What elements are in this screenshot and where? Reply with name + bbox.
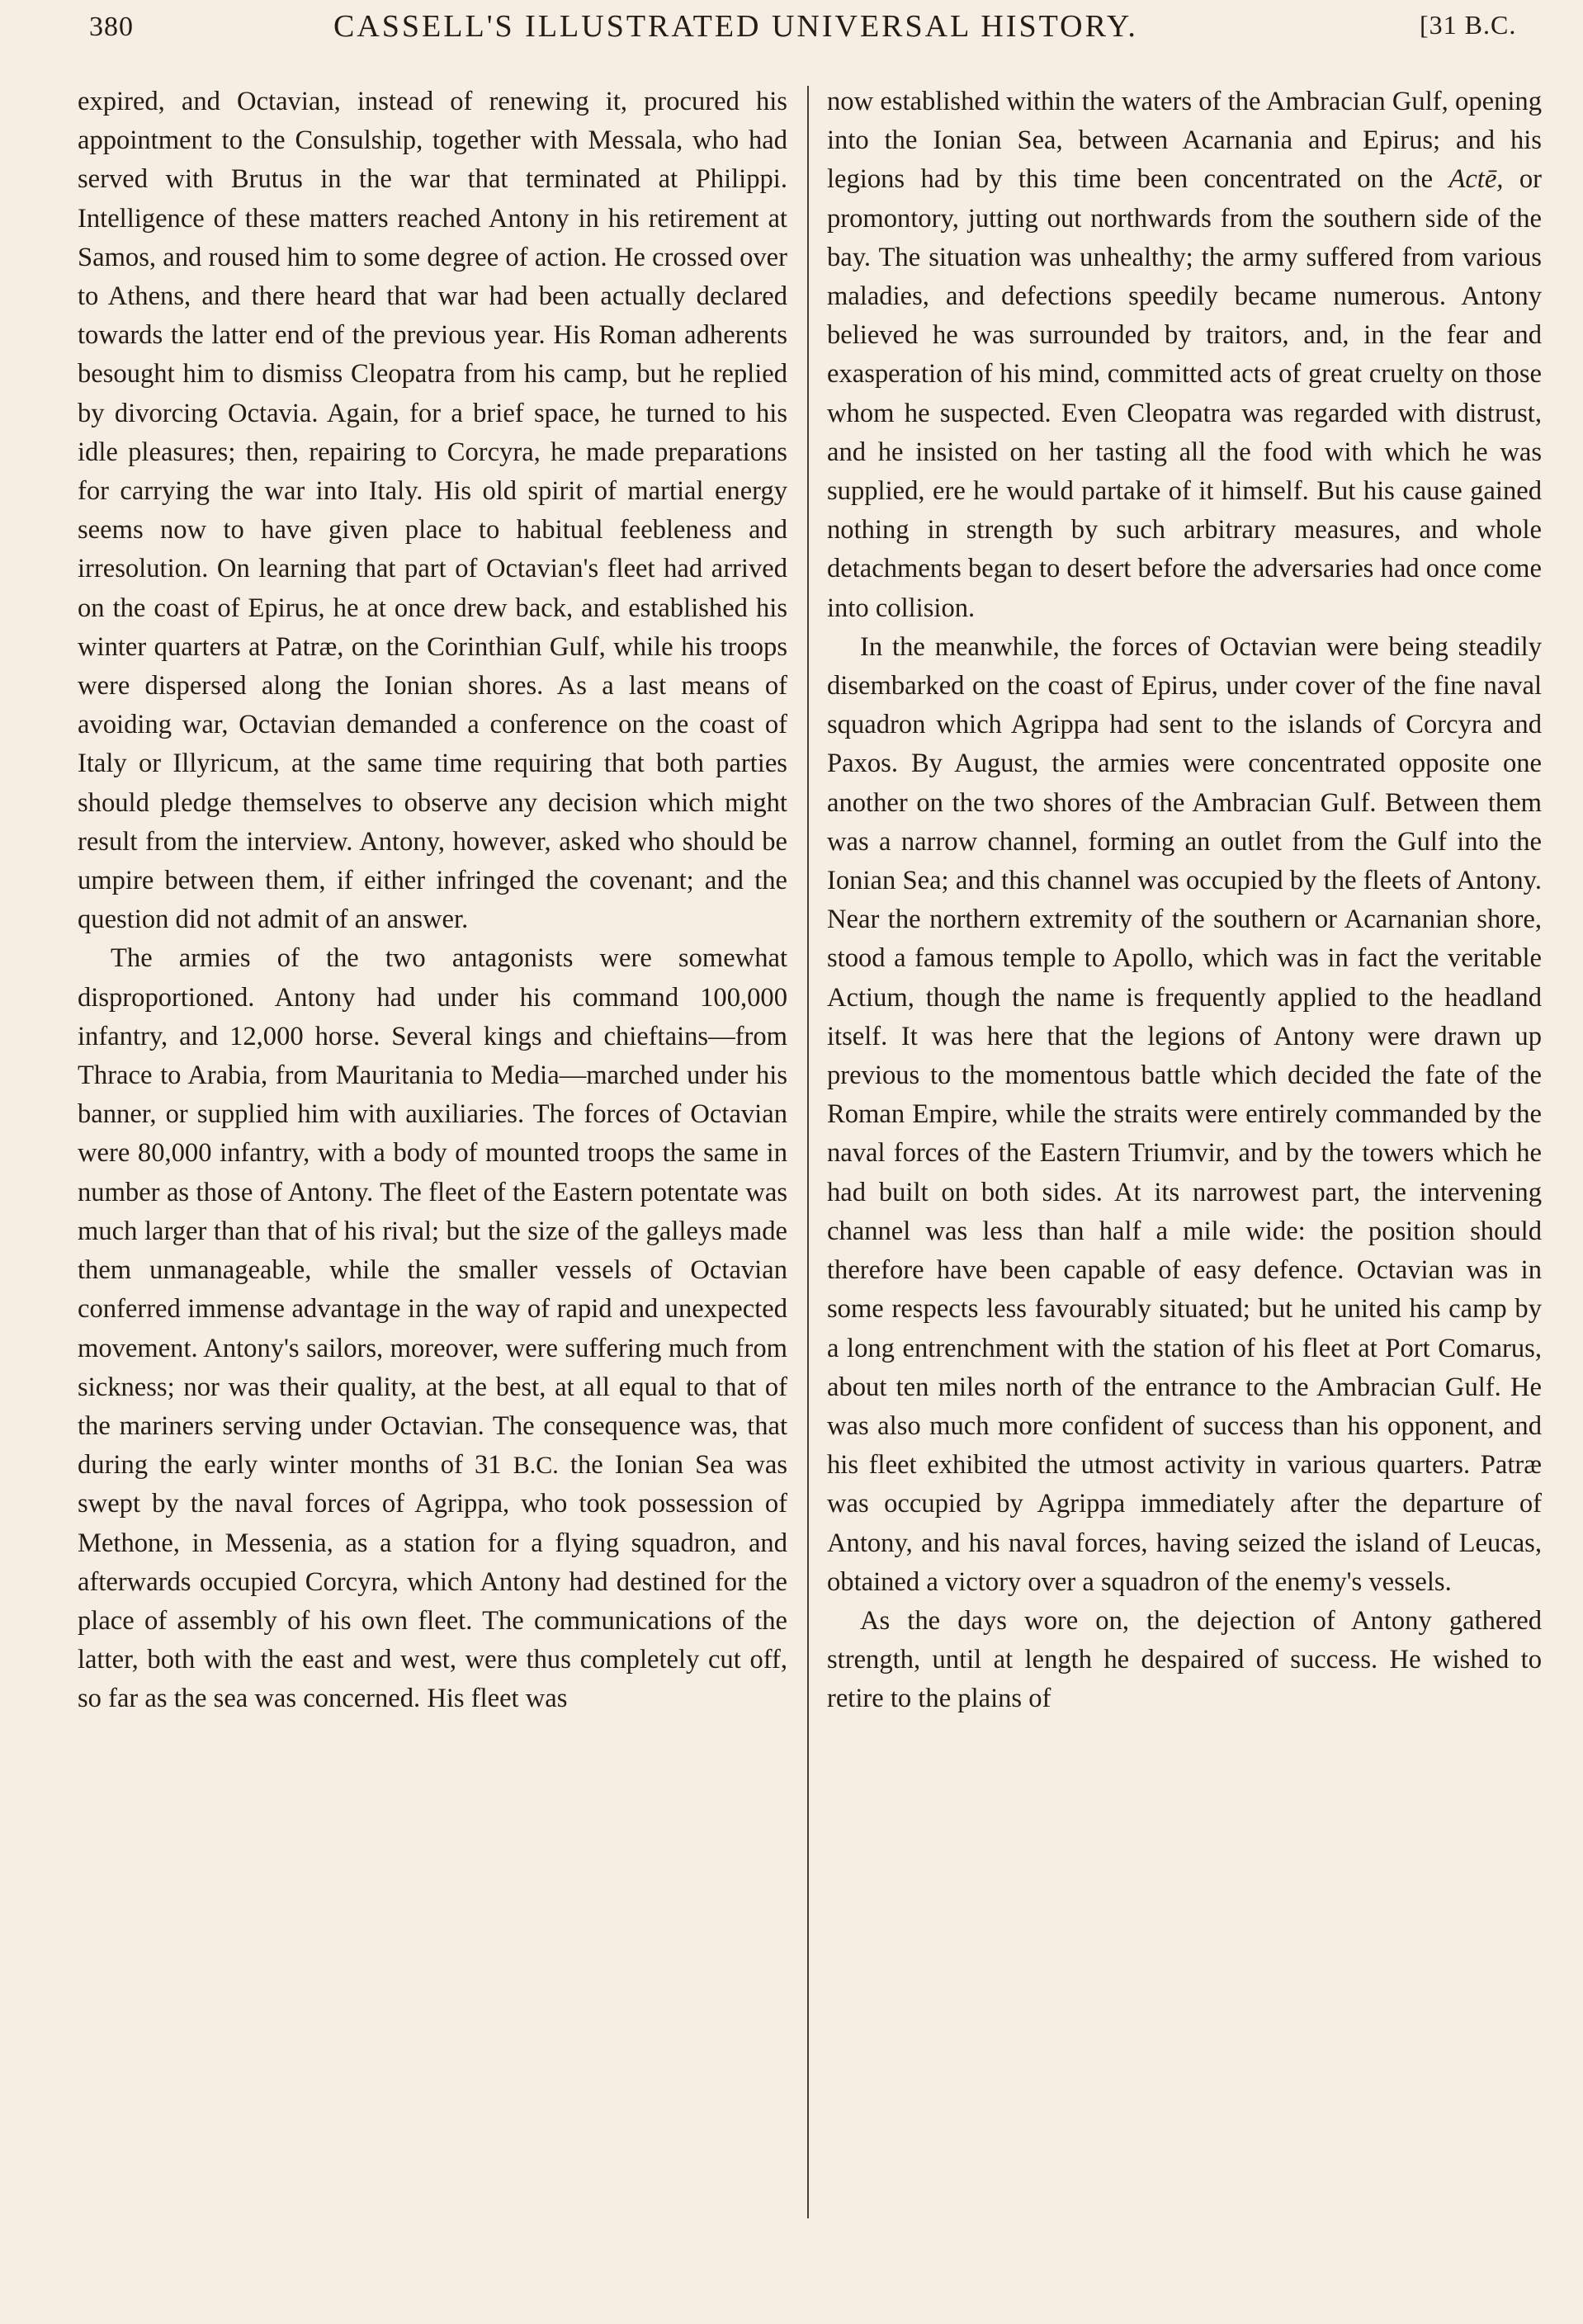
- paragraph: In the meanwhile, the forces of Octavian were being steadily disembarked on the coast of Epirus, under cover of the fine naval squadron which Agrippa had sent to the islands of Corcyra and Paxos. By August, the armies were concentrated opposite one another on the two shores of the Ambracian Gulf. Between them was a narrow channel, forming an outlet from the Gulf into the Ionian Sea; and this channel was occupied by the fleets of Antony. Near the northern extremity of the southern or Acarnanian shore, stood a famous temple to Apollo, which was in fact the veritable Actium, though the name is frequently applied to the headland itself. It was here that the legions of Antony were drawn up previous to the momentous battle which decided the fate of the Roman Empire, while the straits were entirely commanded by the naval forces of the Eastern Triumvir, and by the towers which he had built on both sides. At its narrowest part, the intervening channel was less than half a mile wide: the position should therefore have been capable of easy defence. Octavian was in some respects less favourably situated; but he united his camp by a long entrenchment with the station of his fleet at Port Comarus, about ten miles north of the entrance to the Ambracian Gulf. He was also much more confident of success than his opponent, and his fleet exhibited the utmost activity in various quarters. Patræ was occupied by Agrippa immediately after the departure of Antony, and his naval forces, having seized the island of Leucas, obtained a victory over a squadron of the enemy's vessels.: [827, 631, 1542, 1597]
- paragraph: As the days wore on, the dejection of Antony gathered strength, until at length he despaired of success. He wished to retire to the plains of: [827, 1605, 1542, 1714]
- left-column: [78, 83, 787, 2228]
- italic-term: Actē,: [1448, 164, 1504, 195]
- column-divider: [807, 86, 809, 2218]
- paragraph-text: or promontory, jutting out northwards from the southern side of the bay. The situation was unhealthy; the army suffered from various maladies, and defections speedily became numerous. Antony believed he was surrounded by traitors, and, in the fear and exasperation of his mind, committed acts of great cruelty on those whom he suspected. Even Cleopatra was regarded with distrust, and he insisted on her tasting all the food with which he was supplied, ere he would partake of it himself. But his cause gained nothing in strength by such arbitrary measures, and whole detachments began to desert before the adversaries had once come into collision.: [827, 164, 1542, 623]
- paragraph-text: now established within the waters of the Ambracian Gulf, opening into the Ionian Sea, between Acarnania and Epirus; and his legions had by this time been concentrated on the: [827, 87, 1542, 195]
- date-reference: [31 B.C.: [1420, 10, 1517, 40]
- paragraph: [78, 939, 787, 1718]
- paragraph-text: the Ionian Sea was swept by the naval forces of Agrippa, who took possession of Methone, in Messenia, as a station for a flying squadron, and afterwards occupied Corcyra, which Antony had destined for the place of assembly of his own fleet. The communications of the latter, both with the east and west, were thus completely cut off, so far as the sea was concerned. His fleet was: [78, 1450, 787, 1714]
- paragraph: expired, and Octavian, instead of renewing it, procured his appointment to the Consulship, together with Messala, who had served with Brutus in the war that terminated at Philippi. Intelligence of these matters reached Antony in his retirement at Samos, and roused him to some degree of action. He crossed over to Athens, and there heard that war had been actually declared towards the latter end of the previous year. His Roman adherents besought him to dismiss Cleopatra from his camp, but he replied by divorcing Octavia. Again, for a brief space, he turned to his idle pleasures; then, repairing to Corcyra, he made preparations for carrying the war into Italy. His old spirit of martial energy seems now to have given place to habitual feebleness and irresolution. On learning that part of Octavian's fleet had arrived on the coast of Epirus, he at once drew back, and established his winter quarters at Patræ, on the Corinthian Gulf, while his troops were dispersed along the Ionian shores. As a last means of avoiding war, Octavian demanded a conference on the coast of Italy or Illyricum, at the same time requiring that both parties should pledge themselves to observe any decision which might result from the interview. Antony, however, asked who should be umpire between them, if either infringed the covenant; and the question did not admit of an answer.: [78, 87, 787, 935]
- paragraph-text: The armies of the two antagonists were somewhat disproportioned. Antony had under his command 100,000 infantry, and 12,000 horse. Several kings and chieftains—from Thrace to Arabia, from Mauritania to Media—marched under his banner, or supplied him with auxiliaries. The forces of Octavian were 80,000 infantry, with a body of mounted troops the same in number as those of Antony. The fleet of the Eastern potentate was much larger than that of his rival; but the size of the galleys made them unmanageable, while the smaller vessels of Octavian conferred immense advantage in the way of rapid and unexpected movement. Antony's sailors, moreover, were suffering much from sickness; nor was their quality, at the best, at all equal to that of the mariners serving under Octavian. The consequence was, that during the early winter months of 31: [78, 943, 787, 1481]
- running-title: CASSELL'S ILLUSTRATED UNIVERSAL HISTORY.: [333, 9, 1138, 44]
- paragraph: [827, 83, 1542, 628]
- page-header: [0, 0, 1583, 50]
- era-abbreviation: B.C.: [513, 1452, 559, 1480]
- page-number: 380: [89, 12, 134, 42]
- right-column: [827, 83, 1542, 2228]
